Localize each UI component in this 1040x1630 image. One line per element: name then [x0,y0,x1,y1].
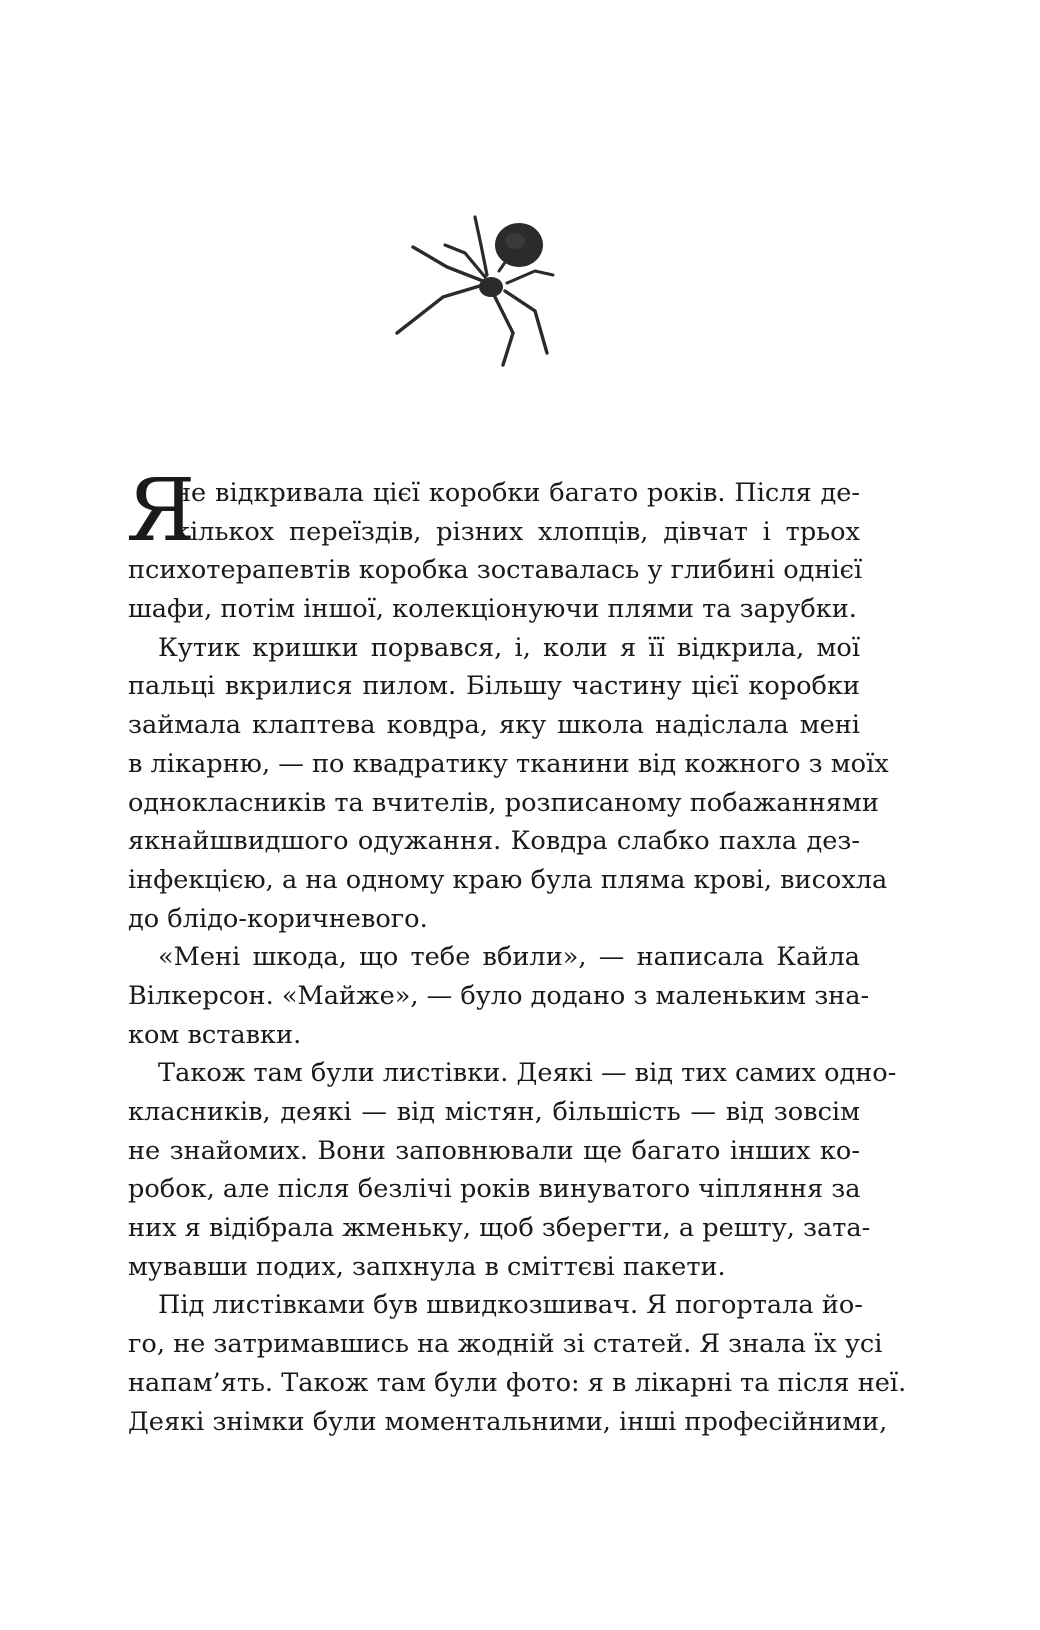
text-line: Також там були листівки. Деякі — від тих самих одно- [158,1058,897,1089]
text-line: якнайшвидшого одужання. Ковдра слабко пахла дез- [128,826,860,857]
text-line: до блідо-коричневого. [128,903,428,934]
text-line: Під листівками був швидкозшивач. Я погортала йо- [158,1290,863,1321]
text-line: шафи, потім іншої, колекціонуючи плями та зарубки. [128,594,857,625]
text-line: не відкривала цієї коробки багато років. Після де- [174,478,860,508]
text-line: напам’ять. Також там були фото: я в лікарні та після неї. [128,1367,907,1398]
text-line: го, не затримавшись на жодній зі статей. Я знала їх усі [128,1329,883,1360]
text-line: Кутик кришки порвався, і, коли я її відкрила, мої [158,632,860,663]
text-line: ком вставки. [128,1019,302,1050]
text-line: займала клаптева ковдра, яку школа надіслала мені [128,710,860,741]
text-line: пальці вкрилися пилом. Більшу частину цієї коробки [128,671,860,702]
drop-cap: Я [126,461,196,561]
text-line: Вілкерсон. «Майже», — було додано з маленьким зна- [128,980,870,1011]
text-line: робок, але після безлічі років винуватого чіпляння за [128,1174,861,1205]
text-line: «Мені шкода, що тебе вбили», — написала Кайла [158,942,860,973]
text-line: мувавши подих, запхнула в сміттєві пакети. [128,1251,726,1282]
text-line: інфекцією, а на одному краю була пляма крові, висохла [128,864,888,895]
text-line: них я відібрала жменьку, щоб зберегти, а решту, зата- [128,1213,871,1244]
text-line: однокласників та вчителів, розписаному побажаннями [128,787,879,818]
text-line: не знайомих. Вони заповнювали ще багато інших ко- [128,1135,860,1166]
text-line: класників, деякі — від містян, більшість — від зовсім [128,1097,860,1127]
spider-icon [395,205,570,375]
body-text [126,461,907,1441]
text-line: Деякі знімки були моментальними, інші професійними, [128,1406,888,1437]
text-line: психотерапевтів коробка зоставалась у глибині однієї [128,555,863,586]
text-line: в лікарню, — по квадратику тканини від кожного з моїх [128,748,889,779]
text-line: кількох переїздів, різних хлопців, дівчат і трьох [174,516,860,547]
